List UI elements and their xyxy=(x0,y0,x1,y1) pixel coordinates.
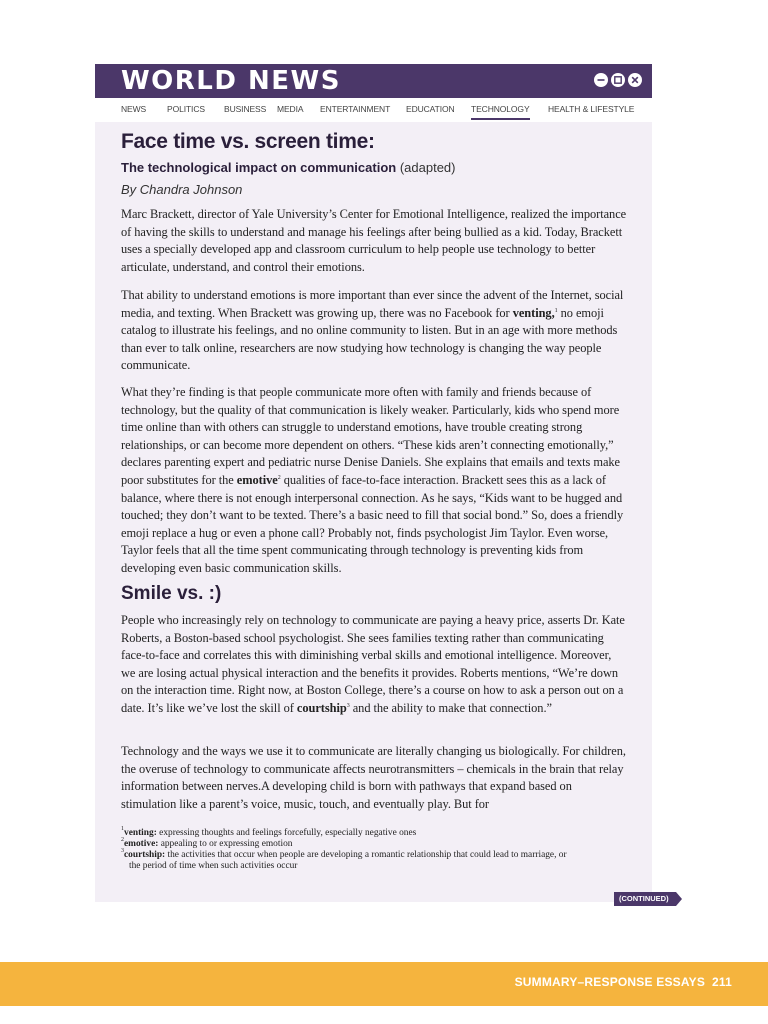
footnote-num: 1 xyxy=(121,826,124,832)
nav-item-education[interactable]: EDUCATION xyxy=(406,104,455,114)
footnote-term: emotive: xyxy=(124,839,159,849)
continued-tag: (CONTINUED) xyxy=(614,892,676,906)
news-window xyxy=(95,64,652,902)
window-title: WORLD NEWS xyxy=(121,66,341,96)
article-panel xyxy=(95,122,652,902)
footer-label xyxy=(515,975,732,989)
footnote-num: 3 xyxy=(121,848,124,854)
paragraph-2-text-b: no emoji catalog to illustrate his feelings, and no online community to listen. But in an age with more methods than ever to talk online, researchers are now studying how technology is changing the way people communicate. xyxy=(121,305,618,373)
footnote-num: 2 xyxy=(121,837,124,843)
article-headline: Face time vs. screen time: xyxy=(121,130,375,153)
footnote-term: courtship: xyxy=(124,850,166,860)
paragraph-3-text-a: What they’re finding is that people communicate more often with family and friends because of technology, but the quality of that communication is likely weaker. Particularly, kids who spend more time online than with others can struggle to understand emotions, have trouble creating strong relationships, or can become more dependent on others. “These kids aren’t connecting emotionally,” declares parenting expert and pediatric nurse Denise Daniels. She explains that emails and texts make poor substitutes for the xyxy=(121,385,621,487)
paragraph-4 xyxy=(121,612,627,718)
paragraph-5: Technology and the ways we use it to communicate are literally changing us biologically. For children, the overuse of technology to communicate affects neurotransmitters – chemicals in the brain that relay information between nerves.A developing child is born with pathways that expand based on stimulation like a parent’s voice, music, touch, and eventually play. But for xyxy=(121,744,626,811)
nav-item-technology[interactable]: TECHNOLOGY xyxy=(471,104,530,120)
paragraph-1: Marc Brackett, director of Yale University’s Center for Emotional Intelligence, realized the importance of having the skills to understand and manage his feelings after being bullied as a kid. Today, Brackett uses a specially developed app and classroom curriculum to help people use technology to better articulate, understand, and control their emotions. xyxy=(121,207,627,274)
footnote-text: the activities that occur when people are developing a romantic relationship that could lead to marriage, or xyxy=(165,850,567,860)
nav-item-health-lifestyle[interactable]: HEALTH & LIFESTYLE xyxy=(548,104,635,114)
paragraph-4-text-a: People who increasingly rely on technology to communicate are paying a heavy price, asserts Dr. Kate Roberts, a Boston-based school psychologist. She sees families texting rather than communicating face-to-face and correlates this with diminishing verbal skills and emotional intelligence. Moreover, we are losing actual physical interaction and the benefits it provides. Roberts mentions, “We’re down on the interaction time. Right now, at Boston College, there’s a course on how to ask a person out on a date. It’s like we’ve lost the skill of xyxy=(121,613,625,715)
footnote-3 xyxy=(121,850,631,861)
nav-item-business[interactable]: BUSINESS xyxy=(224,104,267,114)
nav-item-news[interactable]: NEWS xyxy=(121,104,147,114)
paragraph-3 xyxy=(121,384,627,578)
term-courtship: courtship xyxy=(296,700,347,715)
footnote-2 xyxy=(121,839,631,850)
section-nav xyxy=(95,98,652,122)
page-footer xyxy=(0,962,768,1006)
nav-item-media[interactable]: MEDIA xyxy=(277,104,304,114)
footnotes xyxy=(121,828,631,872)
footnote-term: venting: xyxy=(124,828,157,838)
subhead-note: (adapted) xyxy=(399,160,456,175)
minimize-icon[interactable] xyxy=(594,73,608,87)
page-number: 211 xyxy=(712,975,732,989)
article-byline: By Chandra Johnson xyxy=(121,182,243,197)
paragraph-2-text-a: That ability to understand emotions is more important than ever since the advent of the Internet, social media, and texting. When Brackett was growing up, there was no Facebook for xyxy=(121,288,624,320)
section-heading: Smile vs. :) xyxy=(121,583,222,604)
close-icon[interactable] xyxy=(628,73,642,87)
footnote-1 xyxy=(121,828,631,839)
maximize-icon[interactable] xyxy=(611,73,625,87)
subhead-text: The technological impact on communication xyxy=(121,160,397,175)
window-controls xyxy=(594,73,642,87)
footer-section-title: SUMMARY–RESPONSE ESSAYS xyxy=(514,975,706,989)
footnote-ref-2: 2 xyxy=(277,474,281,481)
article-subhead xyxy=(121,160,455,175)
nav-item-politics[interactable]: POLITICS xyxy=(167,104,205,114)
footnote-text: expressing thoughts and feelings forcefully, especially negative ones xyxy=(156,828,417,838)
footnote-ref-1: 1 xyxy=(554,307,558,314)
window-titlebar xyxy=(95,64,652,98)
footnote-ref-3: 3 xyxy=(346,702,350,709)
nav-item-entertainment[interactable]: ENTERTAINMENT xyxy=(320,104,391,114)
footnote-3-continuation: the period of time when such activities occur xyxy=(129,861,298,871)
paragraph-2 xyxy=(121,287,627,375)
term-venting: venting, xyxy=(512,305,555,320)
term-emotive: emotive xyxy=(236,472,278,487)
paragraph-4-text-b: and the ability to make that connection.” xyxy=(349,700,552,715)
footnote-text: appealing to or expressing emotion xyxy=(158,839,293,849)
paragraph-3-text-b: qualities of face-to-face interaction. Brackett sees this as a lack of balance, where there is not enough interpersonal connection. As he says, “Kids want to be hugged and touched; they don’t want to be texted. There’s a basic need to fill that social bond.” So, does a friendly emoji replace a hug or even a phone call? Probably not, finds psychologist Jim Taylor. Even worse, Taylor feels that all the time spent communicating through technology is preventing kids from developing even basic communication skills. xyxy=(121,472,624,575)
